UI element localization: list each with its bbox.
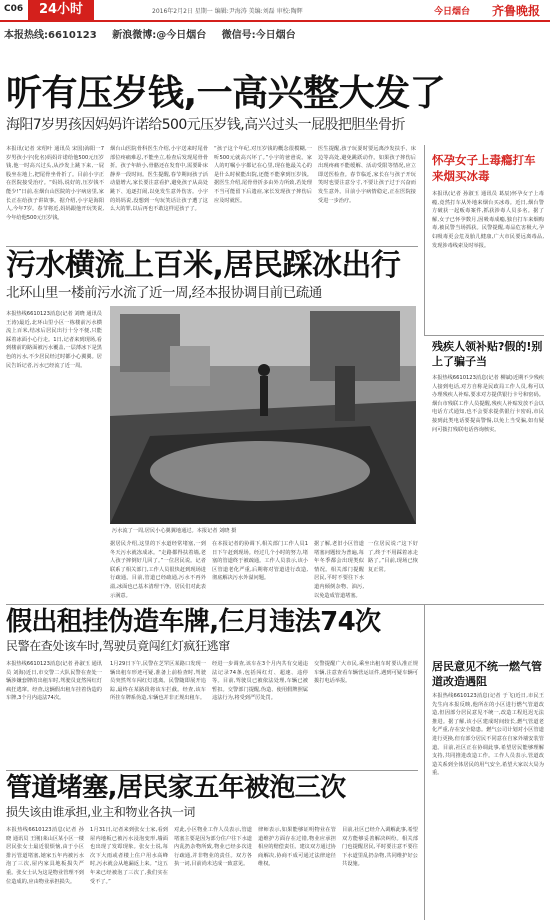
- hotline-weibo: 新浪微博:@今日烟台: [112, 30, 207, 41]
- story1-col2: 烟台山医院骨科医生介绍,小宇送来时尾骨部位疼痛难忍,不能坐立,检查后发现尾骨骨折。孩子年龄小,骨骼还在发育中,需要卧床静养一段时间。医生提醒,春节期间孩子活动量增大,家长要注意看护,避免孩子从高处跳下、追逐打闹,以免发生意外伤害。小宇的妈妈说,没想到一句玩笑话让孩子遭了这么大的罪,以后再也不敢这样逗孩子了。: [110, 146, 208, 213]
- story4-col4: 律师表示,如果能够证明物业在管道维护方面存在过错,物业应承担相应的赔偿责任。建议双方通过协商解决,协商不成可通过法律途径维权。: [258, 827, 336, 868]
- story3-headline: 假出租挂伪造车牌,仨月违法74次: [6, 607, 381, 637]
- story4-col5: 目前,社区已经介入调解此事,希望双方能够妥善解决纠纷。相关部门也提醒居民,平时要注意不要往下水道里乱扔杂物,共同维护好公共设施。: [342, 827, 418, 868]
- logo-qilu-evening: 齐鲁晚报: [492, 4, 541, 18]
- story2-col5: 一位居民说:“这下好了,终于不用踩着冰走路了。”目前,现场已恢复正常。: [368, 541, 418, 573]
- hotline-bar: [4, 26, 546, 44]
- story4-col3: 对此,小区物业工作人员表示,管道堵塞主要是因为部分住户往下水道内乱扔杂物所致,物业已经多次进行疏通,并非物业的责任。双方各执一词,目前尚未达成一致意见。: [174, 827, 252, 868]
- story3-col3: 经进一步调查,该车在3个月内共有交通违法记录74条,包括闯红灯、超速、违停等。目前,驾驶员已被依法处理,车辆已被暂扣。交警部门提醒,伪造、使用假牌照属违法行为,将受到严厉处罚。: [212, 661, 308, 702]
- logo-today-yantai: 今日烟台: [434, 7, 471, 17]
- story2-col4: 据了解,老旧小区管道堵塞问题较为普遍,每年冬季都会出现类似情况。相关部门提醒居民,平时不要往下水道内倾倒杂物、油污,以免造成管道堵塞。: [314, 541, 364, 599]
- story4-col2: 1月31日,记者来到张女士家,看到屋内地板已被污水浸泡变形,墙面也出现了发霉现象。张女士说,每次下大雨或者楼上住户用水高峰时,污水就会从地漏返上来。“这五年来已经被泡了三次了,我们实在受不了。”: [90, 827, 168, 885]
- column-divider-2: [424, 605, 425, 920]
- story3-subhead: 民警在查处该车时,驾驶员竟闯红灯疯狂逃窜: [6, 639, 230, 653]
- side3-headline: 居民意见不统一燃气管道改造遇阻: [432, 660, 542, 688]
- side2-headline: 残疾人领补贴?假的!别上了骗子当: [432, 340, 543, 368]
- hotline-wechat: 微信号:今日烟台: [221, 30, 296, 41]
- story2-col3: 在本报记者的协调下,相关部门工作人员1日下午赶到现场。经过几个小时的努力,堵塞的管道终于被疏通。工作人员表示,该小区管道老化严重,后期将对管道进行改造,彻底解决污水外溢问题。: [212, 541, 308, 582]
- story3-col4: 交警提醒广大市民,乘坐出租车时要认准正规车辆,注意查看车辆营运证件,遇到可疑车辆可拨打电话举报。: [314, 661, 418, 685]
- hotline-tel: 本报热线:6610123: [4, 30, 97, 41]
- story1-col3: “孩子这个年纪,对压岁钱的概念很模糊,一听500元就高兴坏了。”小宇的爸爸说。家人的叮嘱小宇都记在心里,现在他最关心的是什么时候能出院,还能不能拿到压岁钱。据医生介绍,尾骨骨折多由外力所致,若处理不当可能留下后遗症,家长发现孩子摔伤后应及时就医。: [214, 146, 312, 204]
- section-tab: 24小时: [28, 0, 94, 20]
- section-rule-2: [6, 604, 544, 605]
- column-divider: [424, 145, 425, 335]
- story3-col1: 本报热线6610123消息(记者 孙淑玉 通讯员 刘海)近日,市交警二大队民警在查处一辆涉嫌套牌的出租车时,驾驶员竟然闯红灯疯狂逃窜。经查,这辆假出租车挂着伪造的车牌,3个月内违法74次。: [6, 661, 102, 702]
- story4-col1: 本报热线6610123消息(记者 孙晓 通讯员 王刚)莱山区某小区一楼居民张女士最近很烦恼,由于小区排污管道堵塞,她家五年内被污水泡了三次,屋内家具地板损失严重。张女士认为这是物业管理不到位造成的,应由物业承担损失。: [6, 827, 84, 885]
- story1-col4: 医生提醒,孩子玩耍时要远离沙发扶手、床边等高处,避免跳跃动作。如果孩子摔伤后出现疼痛不能缓解、活动受限等情况,应立即送医检查。春节临近,家长在与孩子开玩笑时也要注意分寸,不要让孩子过于兴奋而发生意外。目前小宇病情稳定,正在医院接受进一步治疗。: [318, 146, 416, 204]
- section-rule: [6, 246, 418, 247]
- page-header: [0, 0, 550, 22]
- story2-col1: 本报热线6610123消息(记者 刘晓 通讯员 王涛)最近,北环山里小区一栋楼前污水横流上百米,结冰后居民出行十分不便,只能踩着冰面小心行走。1日,记者来到现场,看到楼前的路面被污水覆盖,一层薄冰下是黑色的污水,不少居民经过时都小心翼翼。居民告诉记者,污水已经流了近一周。: [6, 311, 102, 369]
- side3-body: 本报热线6610123消息(记者 于飞)近日,市民王先生向本报反映,他所在的小区进行燃气管道改造,但因部分居民意见不统一,改造工程迟迟无法推进。据了解,该小区建成时间较长,燃气管道老化严重,存在安全隐患。燃气公司计划对小区管道进行更换,但有部分居民不同意在自家外墙安装管道。目前,社区正在协调此事,希望居民能够理解支持,共同推进改造工作。工作人员表示,管道改造关系到全体居民的用气安全,希望大家以大局为重。: [432, 693, 544, 777]
- story2-headline: 污水横流上百米,居民踩冰出行: [6, 248, 401, 283]
- side1-body: 本报讯(记者 孙淑玉 通讯员 葛辰)怀孕女子上毒瘾,竟然打车从外地来烟台买冰毒。近日,烟台警方破获一起贩毒案件,抓获涉毒人员多名。据了解,女子已怀孕数月,因吸毒成瘾,独自打车来烟购毒,被民警当场抓获。民警提醒,毒品危害极大,孕妇吸毒更会危及胎儿健康,广大市民要远离毒品,发现涉毒线索及时举报。: [432, 191, 544, 249]
- header-meta: 2016年2月2日 星期一 编辑:尹海涛 美编:刘磊 审校:陶辉: [152, 8, 303, 15]
- story2-subhead: 北环山里一楼前污水流了近一周,经本报协调目前已疏通: [6, 285, 322, 301]
- story3-col2: 1月29日下午,民警在芝罘区某路口发现一辆出租车形迹可疑,准备上前检查时,驾驶员突然驾车闯红灯逃离。民警随即展开追踪,最终在某路段将该车拦截。经查,该车所挂车牌系伪造,车辆也并非正规出租车。: [110, 661, 206, 702]
- story1-subhead: 海阳7岁男孩因妈妈许诺给500元压岁钱,高兴过头一屁股把胆坐骨折: [6, 117, 405, 133]
- page-number: C06: [4, 4, 24, 14]
- story2-col2: 据居民介绍,这里的下水道经常堵塞,一到冬天污水就冻成冰。“走路都得扶着墙,老人孩子摔倒好几回了。”一位居民说。记者联系了相关部门,工作人员很快赶到现场进行疏通。目前,管道已经疏通,污水不再外溢,冰面也已基本清理干净。居民们对此表示满意。: [110, 541, 206, 599]
- story4-subhead: 损失该由谁承担,业主和物业各执一词: [6, 805, 196, 819]
- side2-body: 本报热线6610123消息(记者 柳斌)近期不少残疾人接到电话,对方自称是民政局工作人员,称可以办理残疾人补贴,要求对方提供银行卡号和密码。烟台市残联工作人员提醒,残疾人补贴发放不会以电话方式通知,也不会要求提供银行卡密码,市民接到此类电话要提高警惕,以免上当受骗,如有疑问可拨打残联电话咨询核实。: [432, 375, 544, 433]
- story4-headline: 管道堵塞,居民家五年被泡三次: [6, 773, 346, 803]
- news-photo-sewage: [110, 306, 416, 524]
- side1-headline: 怀孕女子上毒瘾打车来烟买冰毒: [432, 153, 536, 183]
- story1-col1: 本报讯(记者 宋绍叶 通讯员 宋国)海阳一7岁男孩小宇(化名)妈妈许诺给他500元压岁钱,他一时高兴过头,从沙发上跳下来,一屁股坐在地上,把尾骨坐骨折了。目前小宇正在医院接受治疗。“妈妈,说好的,压岁钱不能少!”日前,在烟台山医院的小宇病房里,家长正在给孩子讲故事。据介绍,小宇是海阳人,今年7岁。春节将近,妈妈跟他开玩笑说,今年给他500元压岁钱。: [6, 146, 104, 221]
- side-rule: [424, 335, 544, 336]
- photo-caption: 污水流了一周,居民小心翼翼地通过。本报记者 刘晓 摄: [112, 528, 237, 534]
- story1-headline: 听有压岁钱,一高兴整大发了: [6, 73, 446, 114]
- section-rule-3: [6, 770, 418, 771]
